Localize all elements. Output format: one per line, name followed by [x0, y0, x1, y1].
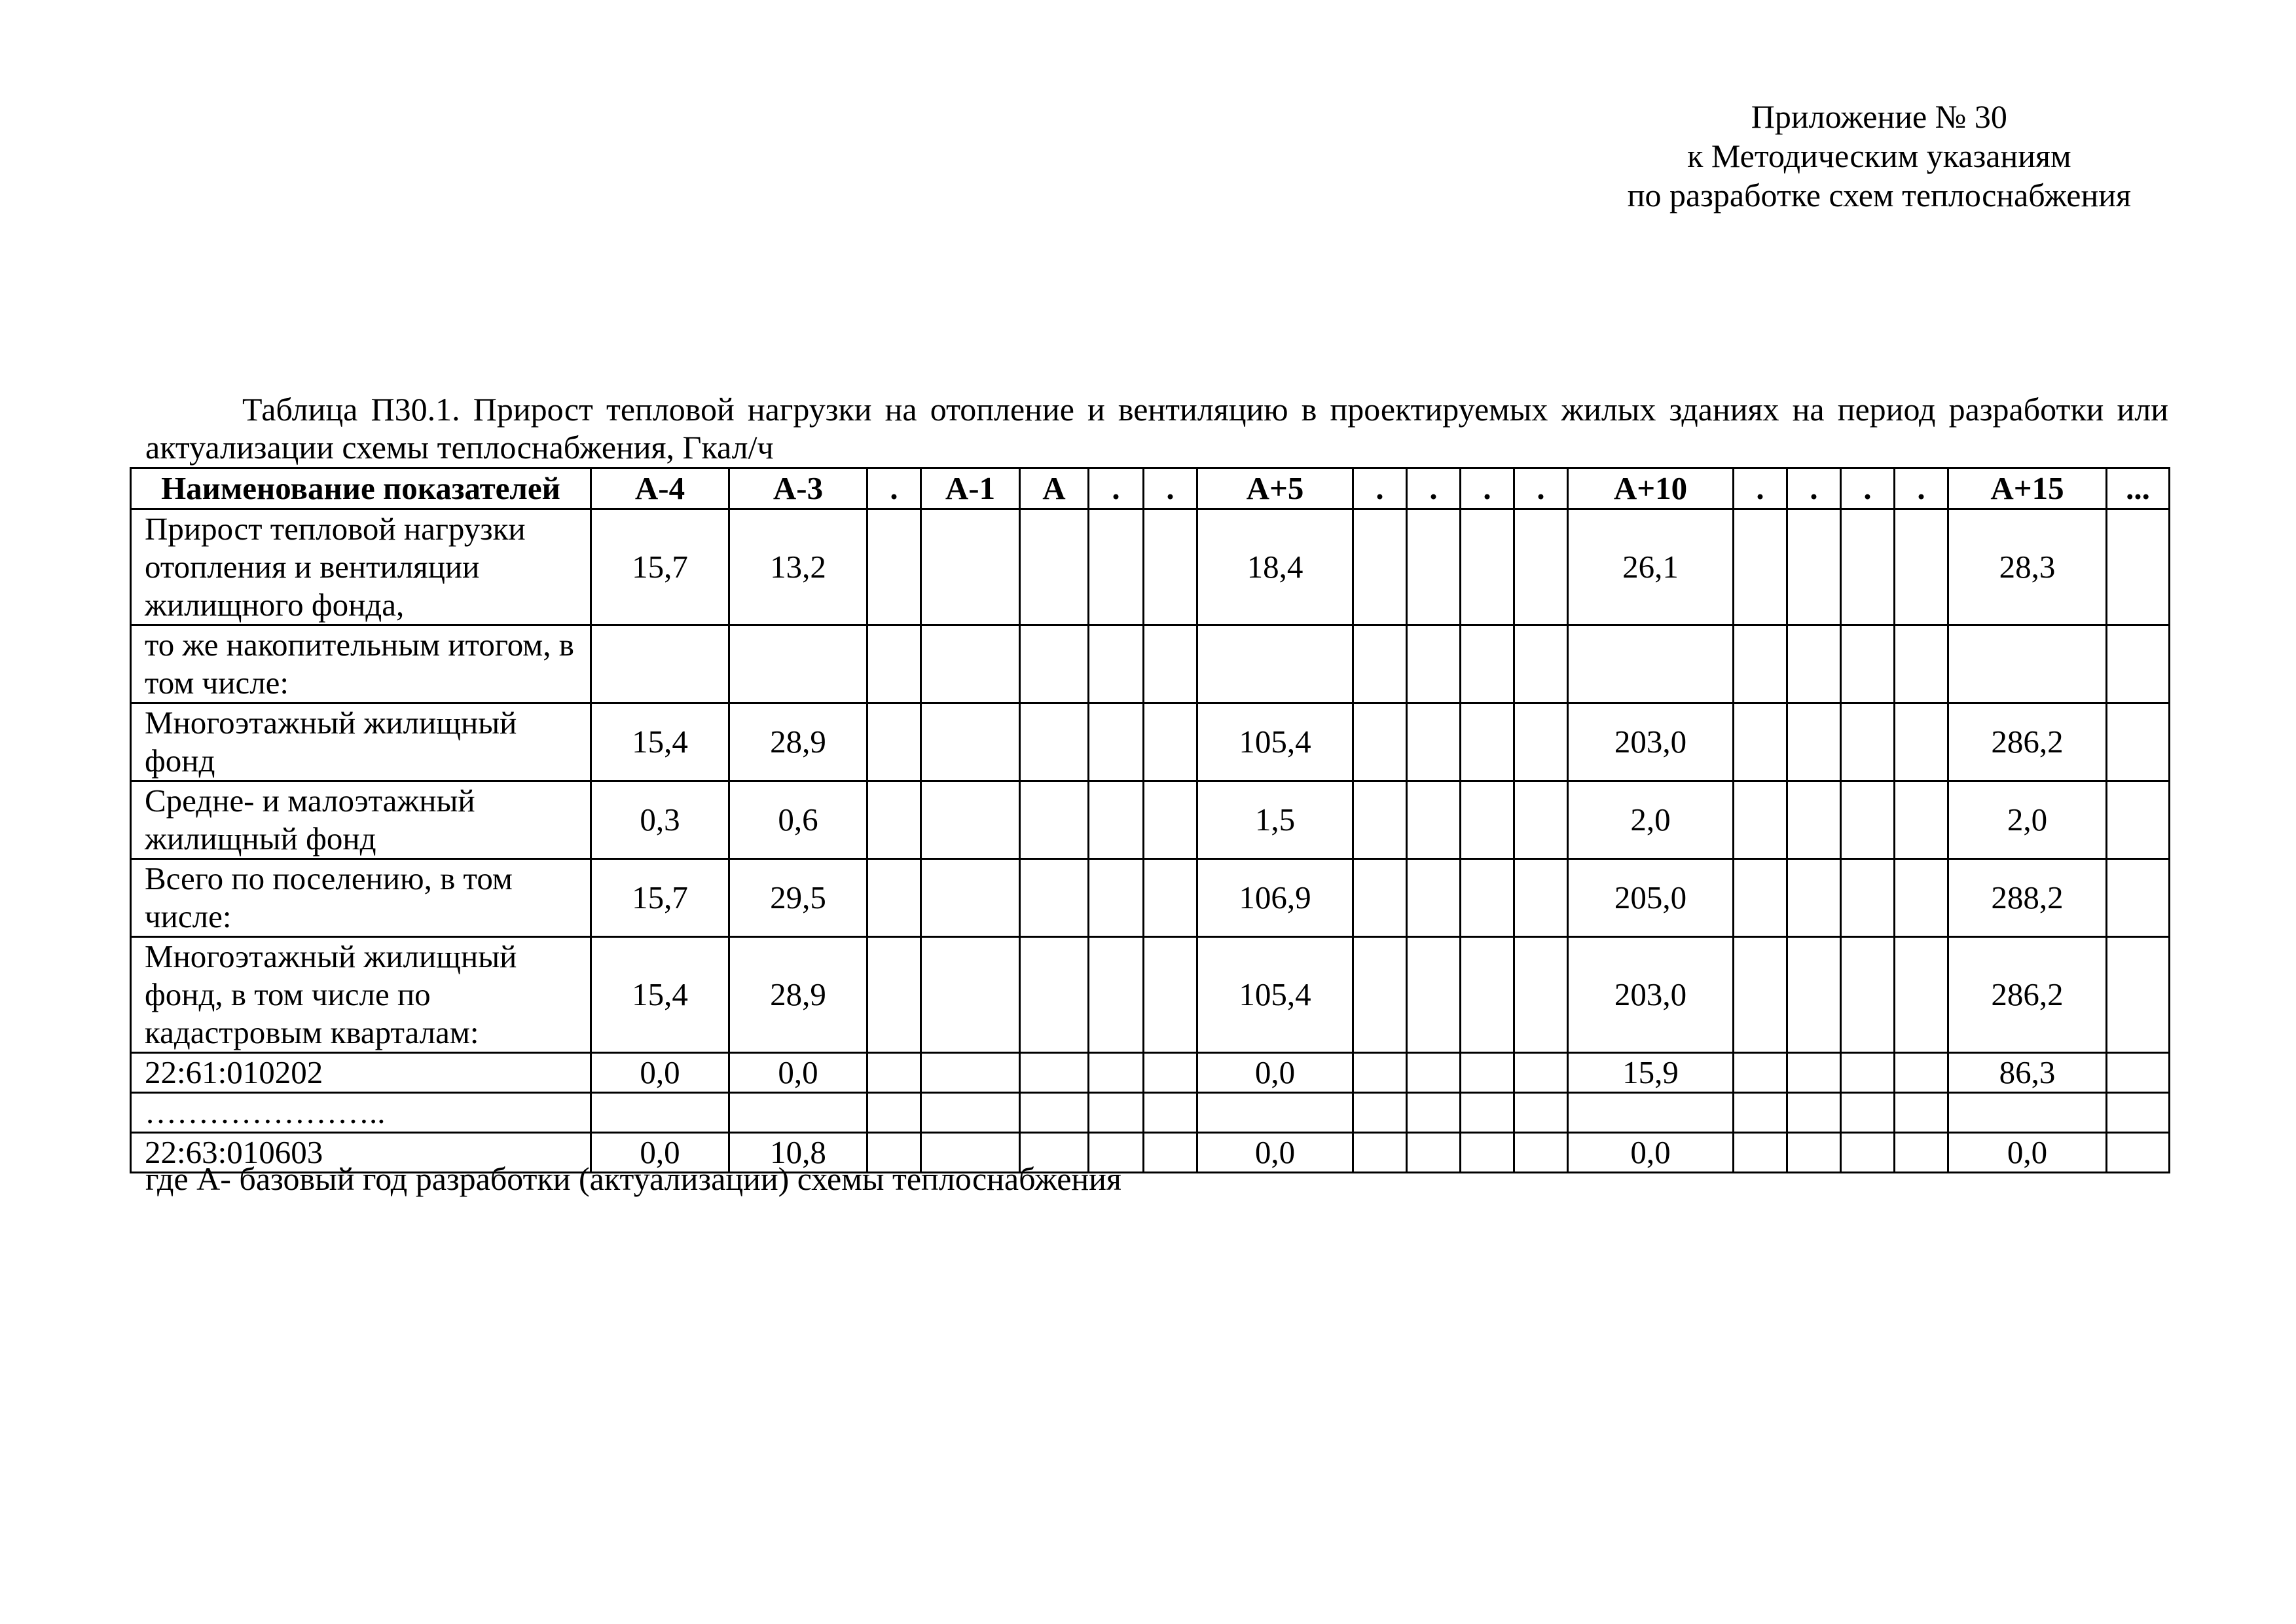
indicator-name-cell: Прирост тепловой нагрузки отопления и вентиляции жилищного фонда,	[131, 509, 591, 625]
value-cell	[1144, 1133, 1197, 1173]
value-cell: 0,0	[1948, 1133, 2107, 1173]
indicator-name-cell: Всего по поселению, в том числе:	[131, 859, 591, 937]
value-cell	[1407, 1053, 1461, 1093]
value-cell	[1461, 859, 1514, 937]
value-cell	[1841, 1133, 1895, 1173]
value-cell	[1353, 937, 1407, 1053]
value-cell: 106,9	[1197, 859, 1353, 937]
column-header: А+5	[1197, 468, 1353, 509]
value-cell	[867, 859, 921, 937]
value-cell	[1089, 509, 1144, 625]
value-cell: 1,5	[1197, 781, 1353, 859]
value-cell	[921, 1093, 1020, 1133]
value-cell	[2107, 781, 2170, 859]
value-cell	[1841, 859, 1895, 937]
indicator-name-cell: 22:61:010202	[131, 1053, 591, 1093]
table-row	[131, 509, 2170, 625]
value-cell	[1787, 1093, 1841, 1133]
value-cell	[921, 937, 1020, 1053]
heat-load-table	[130, 467, 2170, 1173]
value-cell	[1734, 1093, 1787, 1133]
value-cell: 15,7	[591, 859, 729, 937]
value-cell	[867, 1093, 921, 1133]
value-cell	[2107, 859, 2170, 937]
value-cell	[1895, 1053, 1948, 1093]
table-caption: Таблица П30.1. Прирост тепловой нагрузки на отопление и вентиляцию в проектируемых жилых зданиях на период разработки или актуализации схемы теплоснабжения, Гкал/ч	[145, 391, 2168, 466]
value-cell	[1514, 509, 1568, 625]
value-cell: 105,4	[1197, 703, 1353, 781]
column-header: .	[1734, 468, 1787, 509]
value-cell	[1841, 1053, 1895, 1093]
column-header-indicator-name: Наименование показателей	[131, 468, 591, 509]
value-cell: 28,3	[1948, 509, 2107, 625]
value-cell	[1407, 509, 1461, 625]
value-cell	[2107, 1133, 2170, 1173]
value-cell	[1734, 625, 1787, 703]
value-cell	[867, 703, 921, 781]
value-cell: 286,2	[1948, 937, 2107, 1053]
table-row	[131, 781, 2170, 859]
value-cell	[1144, 703, 1197, 781]
value-cell	[921, 781, 1020, 859]
value-cell	[1787, 859, 1841, 937]
value-cell: 0,0	[1568, 1133, 1734, 1173]
indicator-name-cell: Многоэтажный жилищный фонд	[131, 703, 591, 781]
value-cell	[1787, 625, 1841, 703]
value-cell: 2,0	[1568, 781, 1734, 859]
value-cell	[1787, 781, 1841, 859]
value-cell	[1841, 781, 1895, 859]
value-cell: 286,2	[1948, 703, 2107, 781]
column-header: .	[1895, 468, 1948, 509]
column-header: .	[1407, 468, 1461, 509]
indicator-name-cell: 22:63:010603	[131, 1133, 591, 1173]
value-cell	[921, 859, 1020, 937]
value-cell	[1407, 703, 1461, 781]
appendix-reference: к Методическим указаниям	[1687, 138, 2071, 174]
value-cell	[1841, 509, 1895, 625]
value-cell	[867, 1053, 921, 1093]
value-cell: 0,3	[591, 781, 729, 859]
table-row	[131, 703, 2170, 781]
value-cell	[1407, 1093, 1461, 1133]
value-cell	[1197, 1093, 1353, 1133]
value-cell: 2,0	[1948, 781, 2107, 859]
appendix-header	[1628, 97, 2131, 215]
value-cell: 28,9	[729, 937, 867, 1053]
value-cell	[1353, 625, 1407, 703]
column-header: А	[1020, 468, 1089, 509]
column-header: А-4	[591, 468, 729, 509]
value-cell	[921, 703, 1020, 781]
value-cell	[867, 937, 921, 1053]
value-cell	[1089, 703, 1144, 781]
value-cell: 29,5	[729, 859, 867, 937]
column-header: А+10	[1568, 468, 1734, 509]
value-cell	[1020, 937, 1089, 1053]
value-cell	[1514, 625, 1568, 703]
value-cell	[921, 1053, 1020, 1093]
column-header: А-3	[729, 468, 867, 509]
column-header: ...	[2107, 468, 2170, 509]
value-cell	[1353, 703, 1407, 781]
column-header: .	[1787, 468, 1841, 509]
value-cell	[2107, 625, 2170, 703]
value-cell: 205,0	[1568, 859, 1734, 937]
indicator-name-cell: …………………..	[131, 1093, 591, 1133]
value-cell	[1089, 859, 1144, 937]
value-cell	[1353, 1093, 1407, 1133]
value-cell	[1841, 1093, 1895, 1133]
value-cell	[1144, 1093, 1197, 1133]
value-cell: 15,9	[1568, 1053, 1734, 1093]
value-cell	[729, 625, 867, 703]
value-cell	[1787, 509, 1841, 625]
value-cell: 0,0	[591, 1053, 729, 1093]
value-cell	[2107, 1053, 2170, 1093]
value-cell	[1841, 937, 1895, 1053]
value-cell	[1144, 781, 1197, 859]
value-cell	[1353, 1053, 1407, 1093]
value-cell: 13,2	[729, 509, 867, 625]
value-cell	[1089, 781, 1144, 859]
table-body	[131, 509, 2170, 1173]
value-cell	[1734, 937, 1787, 1053]
table-row	[131, 1053, 2170, 1093]
value-cell: 288,2	[1948, 859, 2107, 937]
value-cell	[1089, 625, 1144, 703]
value-cell	[1461, 937, 1514, 1053]
value-cell	[867, 781, 921, 859]
value-cell	[1895, 781, 1948, 859]
value-cell	[867, 509, 921, 625]
table-header-row	[131, 468, 2170, 509]
value-cell	[1089, 1053, 1144, 1093]
value-cell	[1461, 1093, 1514, 1133]
value-cell	[1353, 509, 1407, 625]
value-cell	[1197, 625, 1353, 703]
value-cell	[1514, 1133, 1568, 1173]
value-cell	[1020, 625, 1089, 703]
value-cell: 203,0	[1568, 937, 1734, 1053]
value-cell: 18,4	[1197, 509, 1353, 625]
value-cell	[867, 625, 921, 703]
value-cell	[1407, 625, 1461, 703]
value-cell	[1734, 781, 1787, 859]
value-cell	[921, 509, 1020, 625]
value-cell: 0,0	[1197, 1133, 1353, 1173]
value-cell	[1144, 859, 1197, 937]
value-cell	[1895, 509, 1948, 625]
value-cell	[1020, 781, 1089, 859]
value-cell	[1461, 1133, 1514, 1173]
value-cell	[1895, 625, 1948, 703]
value-cell: 10,8	[729, 1133, 867, 1173]
value-cell: 0,0	[591, 1133, 729, 1173]
value-cell	[1514, 1093, 1568, 1133]
value-cell: 203,0	[1568, 703, 1734, 781]
value-cell	[1020, 703, 1089, 781]
value-cell	[1948, 1093, 2107, 1133]
value-cell	[1514, 859, 1568, 937]
value-cell	[1407, 937, 1461, 1053]
value-cell	[1089, 937, 1144, 1053]
value-cell	[1407, 781, 1461, 859]
value-cell: 0,6	[729, 781, 867, 859]
column-header: А-1	[921, 468, 1020, 509]
value-cell	[1020, 1053, 1089, 1093]
value-cell	[1461, 509, 1514, 625]
indicator-name-cell: Средне- и малоэтажный жилищный фонд	[131, 781, 591, 859]
value-cell	[921, 625, 1020, 703]
value-cell	[1020, 1093, 1089, 1133]
value-cell	[1514, 937, 1568, 1053]
value-cell	[1895, 1093, 1948, 1133]
value-cell	[2107, 703, 2170, 781]
value-cell	[1514, 781, 1568, 859]
column-header: .	[1461, 468, 1514, 509]
value-cell	[1461, 781, 1514, 859]
value-cell	[1841, 625, 1895, 703]
column-header: .	[1089, 468, 1144, 509]
value-cell	[1948, 625, 2107, 703]
value-cell	[1144, 509, 1197, 625]
column-header: .	[1841, 468, 1895, 509]
value-cell: 86,3	[1948, 1053, 2107, 1093]
value-cell	[1407, 1133, 1461, 1173]
value-cell	[2107, 509, 2170, 625]
value-cell	[1407, 859, 1461, 937]
value-cell	[1734, 1133, 1787, 1173]
column-header: .	[1353, 468, 1407, 509]
value-cell	[1144, 625, 1197, 703]
value-cell	[1734, 1053, 1787, 1093]
value-cell	[591, 1093, 729, 1133]
value-cell	[1841, 703, 1895, 781]
value-cell	[1020, 509, 1089, 625]
value-cell: 15,4	[591, 703, 729, 781]
value-cell	[1895, 1133, 1948, 1173]
value-cell	[2107, 937, 2170, 1053]
value-cell: 15,7	[591, 509, 729, 625]
value-cell	[1461, 625, 1514, 703]
column-header: .	[1144, 468, 1197, 509]
value-cell	[1353, 859, 1407, 937]
value-cell	[1787, 1053, 1841, 1093]
value-cell: 0,0	[1197, 1053, 1353, 1093]
indicator-name-cell: то же накопительным итогом, в том числе:	[131, 625, 591, 703]
value-cell	[1568, 1093, 1734, 1133]
table-row	[131, 625, 2170, 703]
value-cell: 26,1	[1568, 509, 1734, 625]
value-cell	[1353, 1133, 1407, 1173]
appendix-number: Приложение № 30	[1751, 98, 2007, 135]
column-header: А+15	[1948, 468, 2107, 509]
value-cell	[1514, 1053, 1568, 1093]
value-cell: 15,4	[591, 937, 729, 1053]
footnote: где А- базовый год разработки (актуализации) схемы теплоснабжения	[145, 1160, 1121, 1197]
value-cell: 105,4	[1197, 937, 1353, 1053]
value-cell	[1144, 1053, 1197, 1093]
value-cell	[1461, 703, 1514, 781]
value-cell	[1514, 703, 1568, 781]
value-cell: 0,0	[729, 1053, 867, 1093]
value-cell	[1895, 859, 1948, 937]
value-cell	[1787, 703, 1841, 781]
value-cell	[1895, 937, 1948, 1053]
value-cell	[2107, 1093, 2170, 1133]
table-row	[131, 937, 2170, 1053]
value-cell	[1734, 703, 1787, 781]
value-cell	[1568, 625, 1734, 703]
indicator-name-cell: Многоэтажный жилищный фонд, в том числе по кадастровым кварталам:	[131, 937, 591, 1053]
value-cell	[1787, 1133, 1841, 1173]
column-header: .	[867, 468, 921, 509]
value-cell	[1787, 937, 1841, 1053]
value-cell: 28,9	[729, 703, 867, 781]
value-cell	[1020, 859, 1089, 937]
column-header: .	[1514, 468, 1568, 509]
value-cell	[1734, 509, 1787, 625]
value-cell	[1144, 937, 1197, 1053]
value-cell	[591, 625, 729, 703]
table-row	[131, 1093, 2170, 1133]
value-cell	[729, 1093, 867, 1133]
appendix-subject: по разработке схем теплоснабжения	[1627, 177, 2131, 213]
table-row	[131, 859, 2170, 937]
value-cell	[1734, 859, 1787, 937]
value-cell	[1089, 1093, 1144, 1133]
value-cell	[1353, 781, 1407, 859]
value-cell	[1461, 1053, 1514, 1093]
value-cell	[1895, 703, 1948, 781]
